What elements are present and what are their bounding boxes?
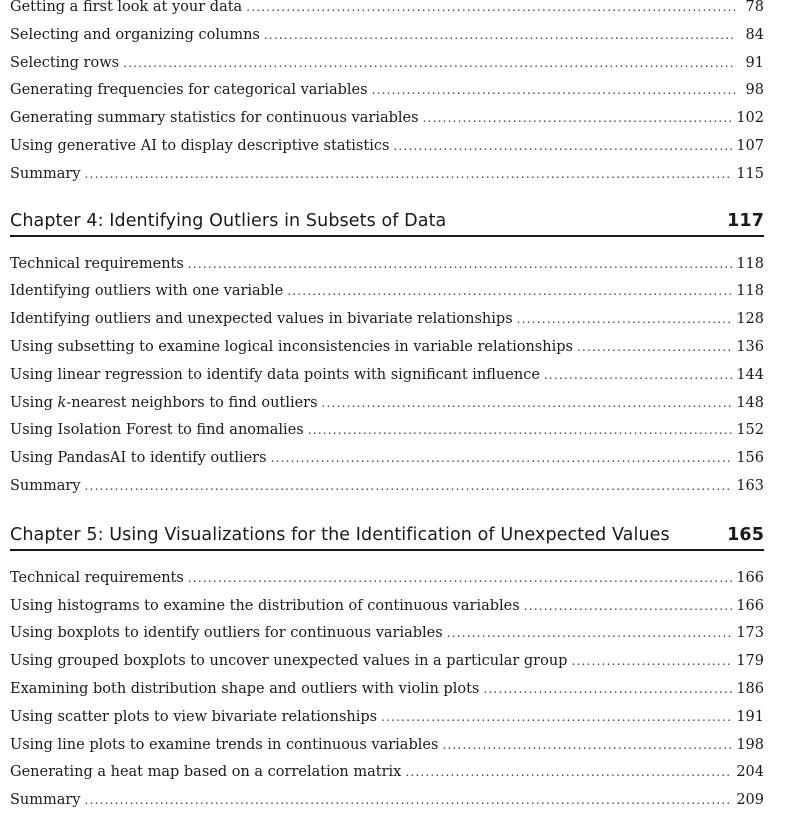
toc-entry-page: 78 — [745, 0, 764, 15]
toc-entry-title: Using scatter plots to view bivariate relationships — [10, 708, 378, 725]
dot-leader — [85, 473, 733, 501]
toc-entry — [10, 334, 764, 362]
toc-entry — [10, 278, 764, 306]
toc-entry — [10, 133, 764, 161]
dot-leader — [264, 22, 736, 50]
toc-entry-title: Using Isolation Forest to find anomalies — [10, 422, 304, 439]
toc-entry — [10, 22, 764, 50]
dot-leader — [308, 417, 733, 445]
toc-entry — [10, 50, 764, 78]
toc-entry-title: Using grouped boxplots to uncover unexpected values in a particular group — [10, 653, 568, 670]
dot-leader — [322, 390, 733, 418]
toc-entry-title: Identifying outliers and unexpected values in bivariate relationships — [10, 311, 513, 328]
title-suffix: -nearest neighbors to find outliers — [66, 394, 318, 411]
toc-entry-title: Technical requirements — [10, 569, 184, 586]
toc-entry — [10, 676, 764, 704]
toc-entry — [10, 306, 764, 334]
toc-entry-title: Selecting rows — [10, 54, 120, 71]
toc-entry-title: Using boxplots to identify outliers for continuous variables — [10, 625, 443, 642]
dot-leader — [188, 565, 733, 593]
dot-leader — [381, 704, 732, 732]
dot-leader — [442, 732, 732, 760]
toc-entry-page: 107 — [736, 137, 764, 154]
toc-entry-title: Generating a heat map based on a correlation matrix — [10, 764, 402, 781]
chapter-3-section-list — [10, 0, 764, 189]
toc-entry-page: 209 — [736, 792, 764, 809]
toc-entry-title: Summary — [10, 165, 81, 182]
toc-entry-page: 156 — [736, 450, 764, 467]
toc-page — [10, 0, 764, 815]
toc-entry-title: Using histograms to examine the distribution of continuous variables — [10, 597, 520, 614]
toc-entry-title: Using subsetting to examine logical inconsistencies in variable relationships — [10, 338, 573, 355]
toc-entry — [10, 417, 764, 445]
toc-entry-title: Using line plots to examine trends in continuous variables — [10, 736, 439, 753]
toc-entry — [10, 759, 764, 787]
toc-entry-title: Summary — [10, 792, 81, 809]
toc-entry-page: 166 — [736, 597, 764, 614]
toc-entry-page: 148 — [736, 394, 764, 411]
toc-entry — [10, 0, 764, 22]
toc-entry-title — [10, 390, 322, 418]
dot-leader — [447, 620, 733, 648]
toc-entry — [10, 105, 764, 133]
toc-entry-page: 136 — [736, 338, 764, 355]
toc-entry-title: Getting a first look at your data — [10, 0, 243, 15]
toc-entry — [10, 445, 764, 473]
toc-entry-title: Generating summary statistics for continuous variables — [10, 110, 419, 127]
toc-entry-title: Summary — [10, 477, 81, 494]
toc-entry — [10, 732, 764, 760]
chapter-4-section-list — [10, 251, 764, 501]
dot-leader — [405, 759, 732, 787]
dot-leader — [372, 77, 736, 105]
toc-entry-page: 191 — [736, 708, 764, 725]
toc-entry — [10, 362, 764, 390]
toc-entry-page: 84 — [745, 26, 764, 43]
toc-entry-title: Using linear regression to identify data points with significant influence — [10, 366, 540, 383]
toc-entry-page: 128 — [736, 311, 764, 328]
toc-entry-page: 173 — [736, 625, 764, 642]
dot-leader — [544, 362, 732, 390]
toc-entry-page: 144 — [736, 366, 764, 383]
chapter-5-heading — [10, 525, 764, 551]
dot-leader — [123, 50, 736, 78]
dot-leader — [517, 306, 733, 334]
chapter-page: 165 — [727, 524, 764, 545]
toc-entry — [10, 648, 764, 676]
dot-leader — [85, 787, 733, 815]
toc-entry — [10, 620, 764, 648]
toc-entry-page: 91 — [745, 54, 764, 71]
toc-entry-page: 102 — [736, 110, 764, 127]
dot-leader — [423, 105, 733, 133]
toc-entry-page: 152 — [736, 422, 764, 439]
chapter-title: Chapter 5: Using Visualizations for the Identification of Unexpected Values — [10, 524, 670, 545]
chapter-5-section-list — [10, 565, 764, 815]
title-italic: k — [57, 394, 67, 411]
dot-leader — [393, 133, 732, 161]
toc-entry — [10, 473, 764, 501]
chapter-page: 117 — [727, 210, 764, 231]
toc-entry-page: 115 — [736, 165, 764, 182]
toc-entry — [10, 593, 764, 621]
toc-entry-page: 118 — [736, 255, 764, 272]
title-prefix: Using — [10, 394, 58, 411]
dot-leader — [246, 0, 736, 22]
dot-leader — [524, 593, 733, 621]
toc-entry-title: Using generative AI to display descriptive statistics — [10, 137, 390, 154]
toc-entry-title: Generating frequencies for categorical variables — [10, 82, 368, 99]
chapter-4-heading — [10, 211, 764, 237]
toc-entry — [10, 251, 764, 279]
toc-entry-title: Identifying outliers with one variable — [10, 283, 284, 300]
toc-entry-page: 118 — [736, 283, 764, 300]
toc-entry-title: Technical requirements — [10, 255, 184, 272]
dot-leader — [287, 278, 732, 306]
toc-entry-page: 166 — [736, 569, 764, 586]
toc-entry-page: 186 — [736, 680, 764, 697]
toc-entry-title: Using PandasAI to identify outliers — [10, 450, 267, 467]
toc-entry — [10, 565, 764, 593]
dot-leader — [271, 445, 733, 473]
toc-entry-page: 198 — [736, 736, 764, 753]
toc-entry-title: Examining both distribution shape and outliers with violin plots — [10, 680, 480, 697]
toc-entry-page: 204 — [736, 764, 764, 781]
dot-leader — [571, 648, 732, 676]
chapter-title: Chapter 4: Identifying Outliers in Subsets of Data — [10, 210, 447, 231]
dot-leader — [577, 334, 732, 362]
toc-entry — [10, 77, 764, 105]
toc-entry-page: 98 — [745, 82, 764, 99]
toc-entry-page: 163 — [736, 477, 764, 494]
toc-entry-title: Selecting and organizing columns — [10, 26, 260, 43]
dot-leader — [483, 676, 732, 704]
toc-entry — [10, 390, 764, 418]
toc-entry-page: 179 — [736, 653, 764, 670]
dot-leader — [188, 251, 733, 279]
dot-leader — [85, 161, 733, 189]
toc-entry — [10, 161, 764, 189]
toc-entry — [10, 787, 764, 815]
toc-entry — [10, 704, 764, 732]
